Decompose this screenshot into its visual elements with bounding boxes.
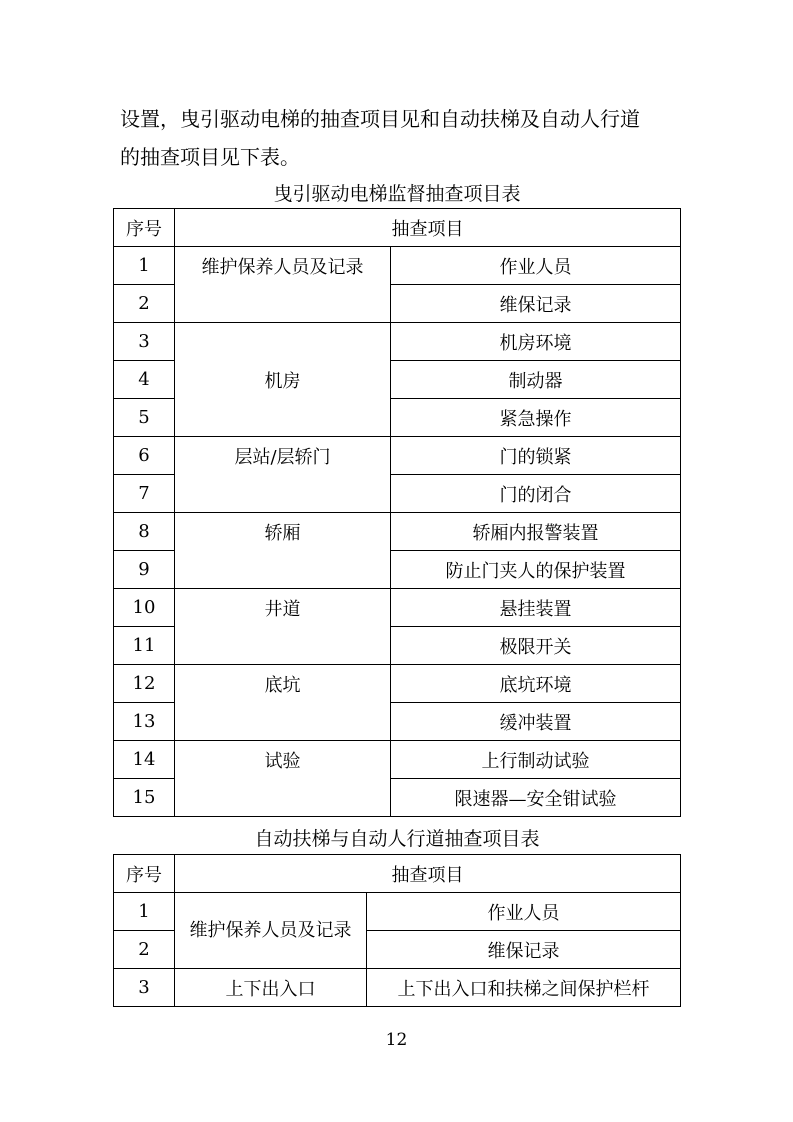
table-row xyxy=(114,437,681,475)
item-cell: 维保记录 xyxy=(391,285,681,323)
table-row xyxy=(114,589,681,627)
category-cell: 机房 xyxy=(175,323,391,437)
table-header-row xyxy=(114,855,681,893)
header-item: 抽查项目 xyxy=(175,209,681,247)
table-row xyxy=(114,969,681,1007)
category-cell: 层站/层轿门 xyxy=(175,437,391,513)
item-cell: 维保记录 xyxy=(367,931,681,969)
escalator-inspection-table xyxy=(113,854,681,1007)
category-cell: 试验 xyxy=(175,741,391,817)
page-number: 12 xyxy=(385,1030,408,1050)
row-no: 11 xyxy=(114,627,175,665)
row-no: 3 xyxy=(114,969,175,1007)
row-no: 2 xyxy=(114,285,175,323)
row-no: 12 xyxy=(114,665,175,703)
row-no: 7 xyxy=(114,475,175,513)
row-no: 9 xyxy=(114,551,175,589)
table-header-row xyxy=(114,209,681,247)
row-no: 13 xyxy=(114,703,175,741)
row-no: 15 xyxy=(114,779,175,817)
row-no: 2 xyxy=(114,931,175,969)
table-row xyxy=(114,665,681,703)
item-cell: 机房环境 xyxy=(391,323,681,361)
table-row xyxy=(114,893,681,931)
paragraph-line: 设置，曳引驱动电梯的抽查项目见和自动扶梯及自动人行道 xyxy=(120,107,640,131)
item-cell: 极限开关 xyxy=(391,627,681,665)
table1-caption: 曳引驱动电梯监督抽查项目表 xyxy=(273,183,521,205)
category-cell: 上下出入口 xyxy=(175,969,367,1007)
header-no: 序号 xyxy=(114,209,175,247)
header-no: 序号 xyxy=(114,855,175,893)
item-cell: 作业人员 xyxy=(391,247,681,285)
elevator-inspection-table xyxy=(113,208,681,817)
row-no: 6 xyxy=(114,437,175,475)
category-cell: 维护保养人员及记录 xyxy=(175,893,367,969)
table-row xyxy=(114,247,681,285)
item-cell: 上行制动试验 xyxy=(391,741,681,779)
paragraph-line: 的抽查项目见下表。 xyxy=(120,145,300,169)
category-cell: 轿厢 xyxy=(175,513,391,589)
item-cell: 门的锁紧 xyxy=(391,437,681,475)
item-cell: 缓冲装置 xyxy=(391,703,681,741)
row-no: 4 xyxy=(114,361,175,399)
table-row xyxy=(114,741,681,779)
category-cell: 井道 xyxy=(175,589,391,665)
row-no: 5 xyxy=(114,399,175,437)
table2-caption: 自动扶梯与自动人行道抽查项目表 xyxy=(254,828,540,850)
row-no: 1 xyxy=(114,247,175,285)
item-cell: 防止门夹人的保护装置 xyxy=(391,551,681,589)
intro-paragraph xyxy=(120,100,690,176)
table-row xyxy=(114,323,681,361)
row-no: 8 xyxy=(114,513,175,551)
header-item: 抽查项目 xyxy=(175,855,681,893)
row-no: 1 xyxy=(114,893,175,931)
item-cell: 底坑环境 xyxy=(391,665,681,703)
item-cell: 上下出入口和扶梯之间保护栏杆 xyxy=(367,969,681,1007)
row-no: 10 xyxy=(114,589,175,627)
item-cell: 制动器 xyxy=(391,361,681,399)
item-cell: 轿厢内报警装置 xyxy=(391,513,681,551)
row-no: 14 xyxy=(114,741,175,779)
item-cell: 紧急操作 xyxy=(391,399,681,437)
category-cell: 底坑 xyxy=(175,665,391,741)
category-cell: 维护保养人员及记录 xyxy=(175,247,391,323)
item-cell: 作业人员 xyxy=(367,893,681,931)
table-row xyxy=(114,513,681,551)
item-cell: 门的闭合 xyxy=(391,475,681,513)
item-cell: 限速器—安全钳试验 xyxy=(391,779,681,817)
row-no: 3 xyxy=(114,323,175,361)
item-cell: 悬挂装置 xyxy=(391,589,681,627)
